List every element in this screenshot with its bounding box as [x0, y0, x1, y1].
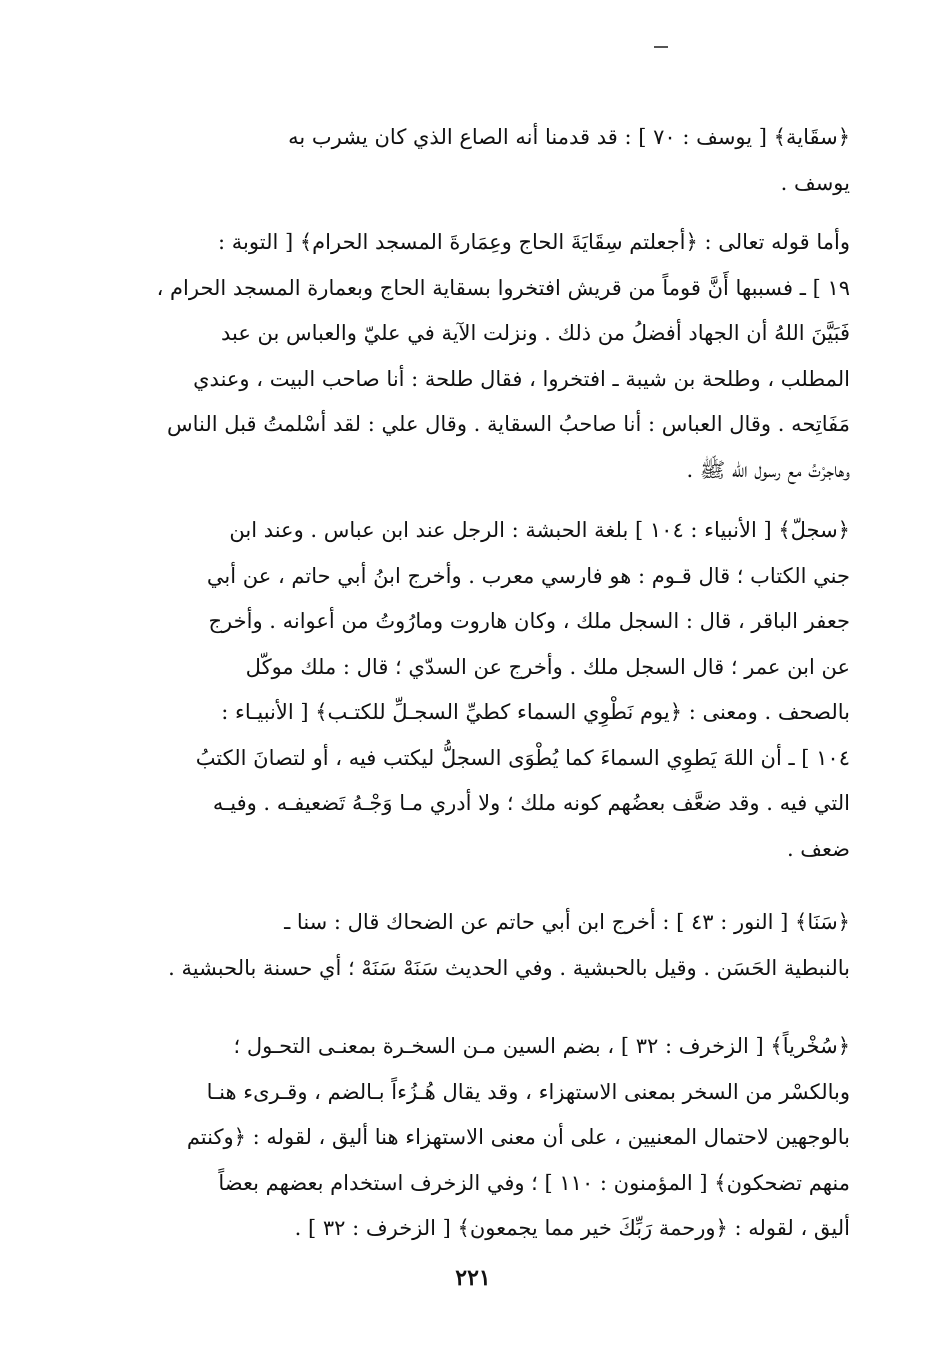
entry-sijill — [150, 508, 850, 872]
text-line: جني الكتاب ؛ قال قـوم : هو فارسي معرب . وأخرج ابنُ أبي حاتم ، عن أبي — [206, 563, 850, 588]
entry-tawba — [150, 220, 850, 493]
text-line: مَفَاتِحه . وقال العباس : أنا صاحبُ السقاية . وقال علي : لقد أسْلمتُ قبل الناس — [166, 412, 850, 436]
text-line: ١٠٤ ] ـ أن اللهَ يَطوِي السماءَ كما يُطْوَى السجلُّ ليكتب فيه ، أو لتصانَ الكتبُ — [195, 745, 850, 770]
text-line: منهم تضحكون﴾ [ المؤمنون : ١١٠ ] ؛ وفي الزخرف استخدام بعضهم بعضاً — [218, 1170, 850, 1195]
text-line: فَبَيَّنَ اللهُ أن الجهاد أفضلُ من ذلك . ونزلت الآية في عليّ والعباس بن عبد — [220, 321, 850, 345]
text-line: وبالكسْر من السخر بمعنى الاستهزاء ، وقد يقال هُـزُءاً بـالضم ، وقـرىء هنـا — [206, 1079, 850, 1104]
text-line: بالنبطية الحَسَن . وقيل بالحبشية . وفي الحديث سَنَهْ سَنَهْ ؛ أي حسنة بالحبشية . — [168, 955, 850, 980]
text-line: ١٩ ] ـ فسببها أَنَّ قوماً من قريش افتخروا بسقاية الحاج وبعمارة المسجد الحرام ، — [156, 275, 850, 300]
entry-sana — [150, 900, 850, 991]
page-mark — [654, 46, 668, 48]
entry-siqaya — [150, 115, 850, 206]
text-line: يوسف . — [780, 170, 850, 195]
text-line: عن ابن عمر ؛ قال السجل ملك . وأخرج عن السدّي ؛ قال : ملك موكّل — [245, 654, 850, 679]
page-number: ٢٢١ — [455, 1265, 491, 1291]
text-line: ﴿سجلّ﴾ [ الأنبياء : ١٠٤ ] بلغة الحبشة : الرجل عند ابن عباس . وعند ابن — [229, 518, 850, 542]
text-line: ﴿سُخْرياً﴾ [ الزخرف : ٣٢ ] ، بضم السين مـن السخـرة بمعنـى التحـول ؛ — [233, 1034, 850, 1058]
text-line: ضعف . — [786, 836, 850, 861]
text-line: بالصحف . ومعنى : ﴿يوم نَطْوِي السماء كطيِّ السجـلِّ للكتـب﴾ [ الأنبيـاء : — [221, 700, 850, 724]
entry-sukhriyya — [150, 1024, 850, 1252]
text-line: ﴿سَنَا﴾ [ النور : ٤٣ ] : أخرج ابن أبي حاتم عن الضحاك قال : سنا ـ — [284, 910, 850, 934]
text-line: المطلب ، وطلحة بن شيبة ـ افتخروا ، فقال طلحة : أنا صاحب البيت ، وعندي — [193, 366, 850, 391]
text-line: ﴿سقَاية﴾ [ يوسف : ٧٠ ] : قد قدمنا أنه الصاع الذي كان يشرب به — [288, 125, 850, 149]
text-line: وأما قوله تعالى : ﴿أجعلتم سِقَايَةَ الحاج وعِمَارةَ المسجد الحرام﴾ [ التوبة : — [218, 230, 850, 254]
text-line: أليق ، لقوله : ﴿ورحمة رَبِّكَ خير مما يجمعون﴾ [ الزخرف : ٣٢ ] . — [294, 1216, 850, 1240]
text-line: بالوجهين لاحتمال المعنيين ، على أن معنى الاستهزاء هنا أليق ، لقوله : ﴿وكنتم — [186, 1125, 850, 1149]
text-line: وهاجرْتُ مع رسول الله ﷺ . — [686, 457, 850, 482]
text-line: التي فيه . وقد ضعَّف بعضُهم كونه ملك ؛ ولا أدري مـا وَجْـهُ تَضعيفـه . وفيـه — [212, 791, 850, 815]
text-line: جعفر الباقر ، قال : السجل ملك ، وكان هاروت ومارُوتُ من أعوانه . وأخرج — [208, 609, 850, 633]
